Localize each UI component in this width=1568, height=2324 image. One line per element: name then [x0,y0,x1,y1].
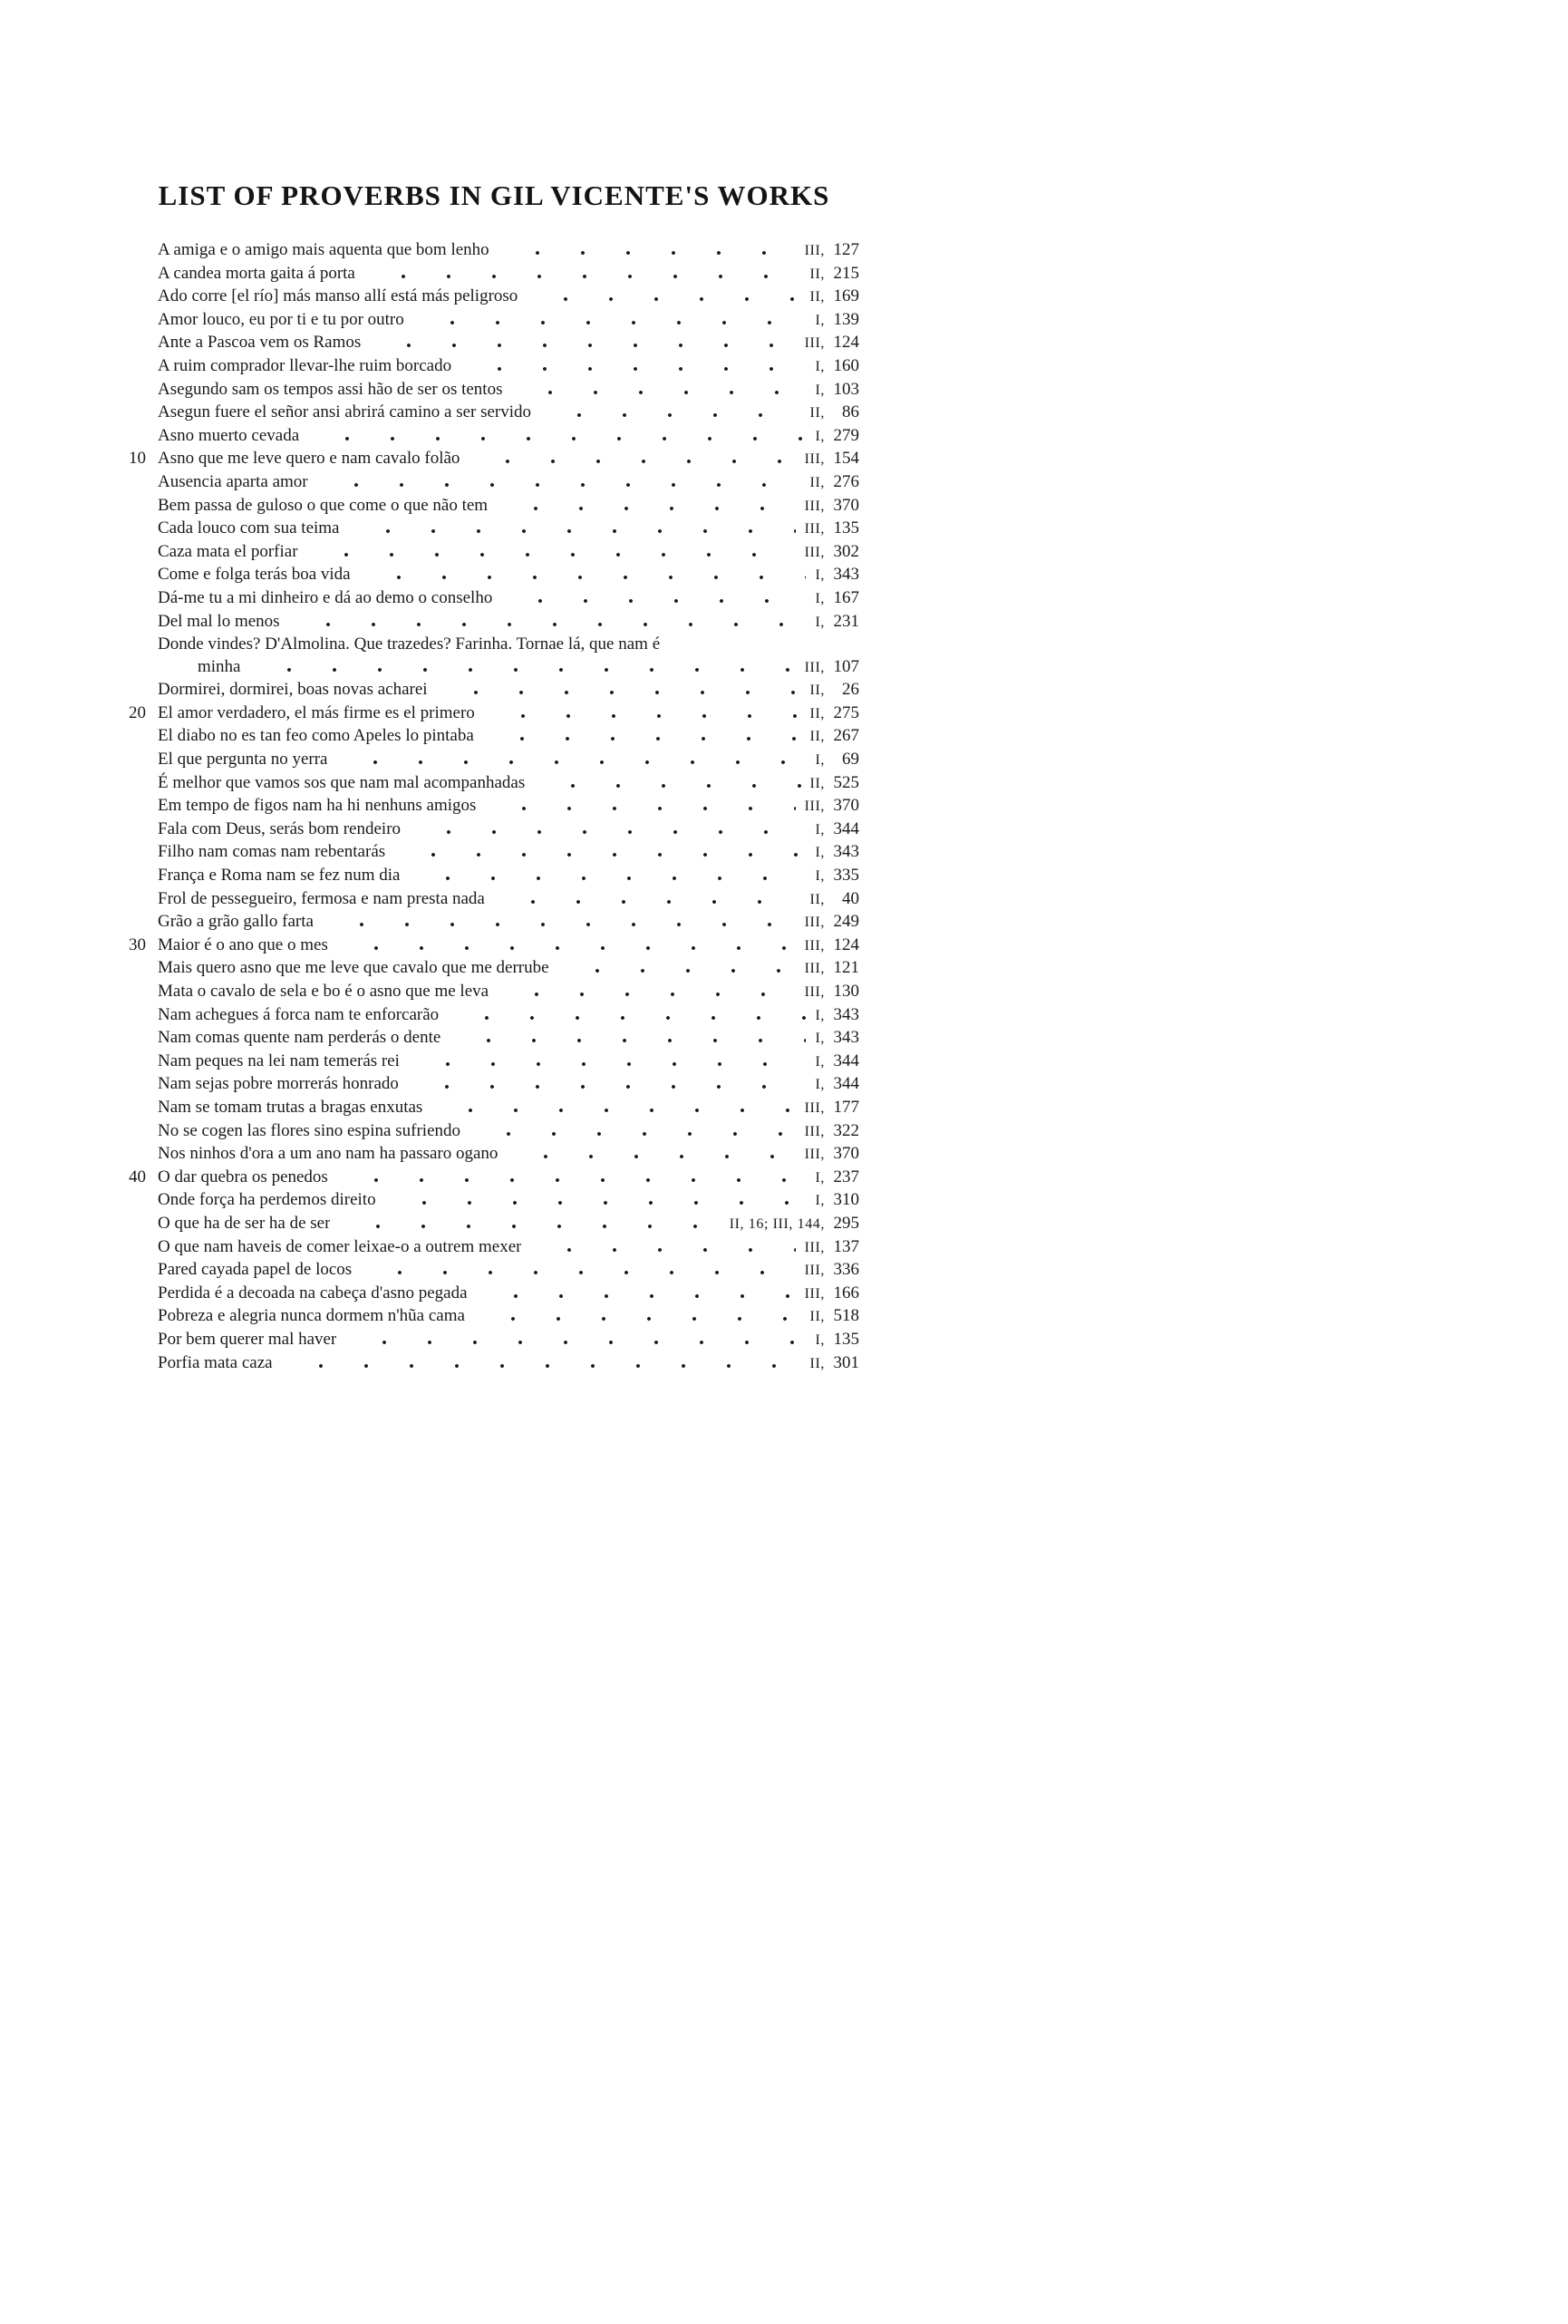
proverb-text: França e Roma nam se fez num dia [158,866,401,886]
proverb-entry [129,865,859,888]
dot-leader [358,576,807,579]
volume-numeral: I, [815,567,825,584]
proverb-entry [129,564,859,587]
volume-page-ref [815,564,859,587]
volume-page-ref [815,865,859,888]
proverb-entry [129,425,859,449]
page-number: 139 [833,309,859,329]
dot-leader [481,737,801,741]
entry-number: 30 [129,934,146,954]
volume-page-ref [815,587,859,611]
volume-numeral: I, [815,358,825,374]
proverb-text: Asegundo sam os tempos assi hão de ser os tentos [158,379,503,399]
dot-leader [435,691,801,694]
page-number: 370 [833,796,859,816]
dot-leader [528,1248,795,1252]
dot-leader [408,830,806,834]
volume-page-ref [815,841,859,865]
volume-numeral: II, [809,705,825,721]
page-number: 267 [833,726,859,746]
proverb-entry [129,309,859,333]
volume-numeral: I, [815,1169,825,1186]
volume-numeral: I, [815,1053,825,1070]
proverb-text: Ante a Pascoa vem os Ramos [158,333,362,353]
volume-page-ref [805,1236,859,1260]
proverb-entry [129,1004,859,1028]
volume-page-ref [805,239,859,263]
volume-numeral: III, [804,498,825,514]
dot-leader [321,923,796,926]
dot-leader [483,807,795,810]
dot-leader [475,1294,796,1298]
proverb-entry [129,1352,859,1376]
volume-numeral: III, [804,915,825,931]
proverb-entry [129,263,859,286]
dot-leader [334,760,806,764]
proverb-text: Asno muerto cevada [158,425,300,445]
volume-numeral: I, [815,845,825,861]
dot-leader [363,275,801,278]
volume-page-ref [810,702,859,726]
dot-leader [383,1201,807,1205]
volume-numeral: II, 16; III, 144, [729,1215,825,1232]
proverb-entry [129,518,859,541]
volume-numeral: III, [804,984,825,1000]
proverb-text: Amor louco, eu por ti e tu por outro [158,309,404,329]
page-number: 343 [833,1004,859,1024]
proverb-text: Frol de pessegueiro, fermosa e nam presta nada [158,888,485,908]
proverb-text: Fala com Deus, serás bom rendeiro [158,818,402,838]
proverb-text: Donde vindes? D'Almolina. Que trazedes? Farinha. Tornae lá, que nam é [158,634,661,654]
volume-page-ref [815,611,859,634]
entry-number: 10 [129,449,146,469]
proverb-text: Maior é o ano que o mes [158,934,328,954]
volume-numeral: I, [815,590,825,606]
volume-numeral: I, [815,821,825,838]
volume-numeral: III, [804,659,825,675]
volume-page-ref [815,355,859,379]
dot-leader [280,1364,801,1368]
proverb-entry [129,1283,859,1306]
dot-leader [509,391,806,394]
proverb-text: O dar quebra os penedos [158,1167,328,1186]
entry-number: 40 [129,1167,146,1186]
dot-leader [337,1225,720,1228]
volume-numeral: I, [815,1077,825,1093]
volume-page-ref [815,1004,859,1028]
page-title: LIST OF PROVERBS IN GIL VICENTE'S WORKS [158,179,830,211]
volume-numeral: II, [809,775,825,791]
page-number: 121 [833,958,859,978]
volume-page-ref [805,981,859,1004]
page-number: 518 [833,1306,859,1326]
volume-page-ref [815,1073,859,1097]
volume-numeral: III, [804,335,825,352]
proverb-entry [129,1189,859,1213]
volume-numeral: II, [809,729,825,745]
volume-numeral: I, [815,614,825,630]
proverb-text: El diabo no es tan feo como Apeles lo pintaba [158,726,474,746]
volume-numeral: III, [804,451,825,468]
dot-leader [407,876,806,880]
page-number: 343 [833,842,859,862]
volume-page-ref [730,1213,859,1236]
proverb-text: A candea morta gaita á porta [158,263,355,283]
proverb-entry [129,1051,859,1074]
page-number: 310 [833,1190,859,1210]
volume-numeral: III, [804,1239,825,1255]
volume-page-ref [805,332,859,355]
proverb-entry [129,725,859,749]
dot-leader [306,437,806,441]
proverb-entry [129,541,859,565]
proverb-entry [129,634,859,656]
volume-page-ref [815,425,859,449]
volume-numeral: III, [804,521,825,537]
page-number: 166 [833,1283,859,1302]
volume-page-ref [810,286,859,309]
dot-leader [525,297,800,301]
proverb-text: No se cogen las flores sino espina sufriendo [158,1120,461,1140]
page-number: 130 [833,982,859,1001]
proverb-entry [129,656,859,680]
page-number: 127 [833,240,859,259]
page-number: 169 [833,286,859,306]
dot-leader [482,714,801,718]
proverb-text: Mais quero asno que me leve que cavalo que me derrube [158,958,549,978]
proverb-text: Del mal lo menos [158,611,280,631]
page-number: 124 [833,934,859,954]
volume-numeral: II, [809,266,825,282]
dot-leader [532,784,800,788]
dot-leader [459,367,806,371]
dot-leader [472,1317,801,1321]
volume-numeral: I, [815,1031,825,1047]
volume-numeral: I, [815,312,825,328]
volume-numeral: II, [809,289,825,305]
proverb-entry [129,702,859,726]
page-number: 237 [833,1167,859,1186]
volume-numeral: III, [804,1099,825,1116]
dot-leader [499,599,806,603]
page-number: 137 [833,1236,859,1256]
proverb-entry [129,1305,859,1329]
page-number: 525 [833,772,859,792]
volume-page-ref [805,934,859,958]
volume-numeral: I, [815,868,825,885]
dot-leader [406,1085,807,1089]
volume-numeral: II, [809,474,825,490]
dot-leader [446,1016,806,1020]
proverb-text: Perdida é a decoada na cabeça d'asno pegada [158,1283,468,1302]
volume-numeral: II, [809,1309,825,1325]
dot-leader [557,969,796,973]
dot-leader [248,668,796,672]
volume-numeral: I, [815,428,825,444]
page-number: 69 [842,750,859,770]
dot-leader [492,900,801,904]
entry-number: 20 [129,702,146,722]
volume-page-ref [810,1352,859,1376]
dot-leader [430,1109,795,1112]
volume-page-ref [805,1120,859,1144]
dot-leader [347,529,796,533]
dot-leader [505,1155,795,1158]
proverb-entry [129,448,859,471]
dot-leader [315,483,801,487]
volume-page-ref [815,818,859,842]
page-number: 276 [833,471,859,491]
page-number: 343 [833,565,859,585]
page-number: 135 [833,1329,859,1349]
proverb-entry [129,772,859,796]
proverb-entry [129,841,859,865]
page-number: 295 [833,1213,859,1233]
proverb-entry [129,1236,859,1260]
dot-leader [496,993,796,996]
volume-page-ref [805,518,859,541]
proverb-text: Dormirei, dormirei, boas novas acharei [158,680,428,700]
proverb-entry [129,402,859,425]
proverb-entry [129,818,859,842]
page-number: 86 [842,402,859,422]
volume-numeral: III, [804,1123,825,1139]
proverb-entry [129,1213,859,1236]
proverb-entry [129,679,859,702]
page-number: 344 [833,1051,859,1070]
proverb-list [129,239,859,1375]
page-number: 275 [833,702,859,722]
proverb-entry [129,471,859,495]
volume-numeral: III, [804,1285,825,1302]
volume-numeral: II, [809,891,825,907]
page-number: 370 [833,495,859,515]
dot-leader [344,1341,806,1344]
proverb-entry [129,495,859,518]
volume-numeral: III, [804,544,825,560]
volume-page-ref [805,1259,859,1283]
volume-numeral: I, [815,1007,825,1023]
volume-numeral: III, [804,243,825,258]
volume-page-ref [805,495,859,518]
proverb-text: O que nam haveis de comer leixae-o a outrem mexer [158,1236,522,1256]
page-number: 40 [842,888,859,908]
page-number: 124 [833,333,859,353]
page-number: 231 [833,611,859,631]
page-number: 336 [833,1260,859,1280]
volume-page-ref [810,1305,859,1329]
proverb-entry [129,749,859,772]
dot-leader [407,1062,807,1066]
proverb-entry [129,1259,859,1283]
page-number: 370 [833,1144,859,1164]
page-number: 343 [833,1028,859,1048]
page-number: 107 [833,656,859,676]
proverb-text: Nam sejas pobre morrerás honrado [158,1074,399,1094]
proverb-entry [129,888,859,912]
dot-leader [335,1178,807,1182]
page-number: 26 [842,680,859,700]
proverb-text: minha [198,656,241,676]
volume-page-ref [815,1189,859,1213]
proverb-entry [129,239,859,263]
dot-leader [467,460,795,463]
volume-page-ref [805,1143,859,1167]
page-content [129,179,859,1375]
volume-page-ref [815,309,859,333]
volume-page-ref [805,957,859,981]
proverb-entry [129,355,859,379]
proverb-text: Asegun fuere el señor ansi abrirá camino a ser servido [158,402,532,422]
volume-page-ref [810,679,859,702]
proverb-entry [129,286,859,309]
volume-page-ref [815,1027,859,1051]
volume-numeral: I, [815,1331,825,1348]
volume-page-ref [815,749,859,772]
page-number: 302 [833,541,859,561]
volume-numeral: II, [809,405,825,421]
volume-numeral: III, [804,1147,825,1163]
proverb-text: Come e folga terás boa vida [158,565,351,585]
dot-leader [497,251,796,255]
volume-numeral: III, [804,937,825,954]
proverb-entry [129,1073,859,1097]
proverb-text: Pared cayada papel de locos [158,1260,353,1280]
proverb-text: Ado corre [el río] más manso allí está más peligroso [158,286,518,306]
page-number: 301 [833,1352,859,1372]
volume-numeral: I, [815,1193,825,1209]
volume-page-ref [810,263,859,286]
dot-leader [335,946,796,950]
proverb-text: Nam se tomam trutas a bragas enxutas [158,1097,423,1117]
page-number: 335 [833,866,859,886]
volume-page-ref [805,795,859,818]
proverb-text: Cada louco com sua teima [158,518,340,538]
proverb-text: Nam peques na lei nam temerás rei [158,1051,400,1070]
volume-page-ref [805,1097,859,1120]
proverb-entry [129,981,859,1004]
proverb-text: Por bem querer mal haver [158,1329,337,1349]
page-number: 279 [833,425,859,445]
dot-leader [305,553,796,557]
proverb-text: Filho nam comas nam rebentarás [158,842,386,862]
proverb-text: Pobreza e alegria nunca dormem n'hũa cama [158,1306,465,1326]
proverb-entry [129,1120,859,1144]
page-number: 344 [833,818,859,838]
page-number: 215 [833,263,859,283]
dot-leader [495,507,796,510]
proverb-text: Mata o cavalo de sela e bo é o asno que me leva [158,982,489,1001]
volume-numeral: III, [804,961,825,977]
proverb-text: El amor verdadero, el más firme es el primero [158,702,475,722]
proverb-entry [129,795,859,818]
proverb-text: Nam achegues á forca nam te enforcarão [158,1004,440,1024]
proverb-entry [129,934,859,958]
volume-page-ref [805,1283,859,1306]
proverb-text: A amiga e o amigo mais aquenta que bom lenho [158,240,489,259]
proverb-entry [129,587,859,611]
proverb-entry [129,1143,859,1167]
proverb-text: Onde força ha perdemos direito [158,1190,376,1210]
page-number: 249 [833,912,859,932]
proverb-entry [129,332,859,355]
proverb-text: A ruim comprador llevar-lhe ruim borcado [158,355,452,375]
volume-numeral: II, [809,1355,825,1371]
dot-leader [468,1132,796,1136]
volume-numeral: I, [815,382,825,398]
proverb-entry [129,1329,859,1352]
proverb-entry [129,1027,859,1051]
proverb-entry [129,1097,859,1120]
page-number: 154 [833,449,859,469]
dot-leader [392,853,806,857]
proverb-text: O que ha de ser ha de ser [158,1213,331,1233]
proverb-text: Caza mata el porfiar [158,541,298,561]
dot-leader [287,623,807,626]
volume-page-ref [815,379,859,402]
proverb-entry [129,379,859,402]
page-number: 160 [833,355,859,375]
proverb-entry [129,957,859,981]
proverb-text: Nos ninhos d'ora a um ano nam ha passaro ogano [158,1144,498,1164]
volume-page-ref [810,888,859,912]
volume-numeral: II, [809,683,825,699]
dot-leader [448,1039,806,1042]
proverb-text: Asno que me leve quero e nam cavalo folão [158,449,460,469]
volume-numeral: III, [804,1263,825,1279]
proverb-entry [129,1167,859,1190]
volume-page-ref [815,1051,859,1074]
page-number: 322 [833,1120,859,1140]
proverb-text: Porfia mata caza [158,1352,273,1372]
proverb-entry [129,611,859,634]
proverb-text: Em tempo de figos nam ha hi nenhuns amigos [158,796,477,816]
proverb-text: É melhor que vamos sos que nam mal acompanhadas [158,772,526,792]
page-number: 344 [833,1074,859,1094]
dot-leader [538,413,800,417]
proverb-entry [129,911,859,934]
dot-leader [359,1271,795,1274]
page-number: 167 [833,587,859,607]
page-number: 177 [833,1097,859,1117]
volume-page-ref [805,656,859,680]
volume-page-ref [805,541,859,565]
page-number: 135 [833,518,859,538]
volume-page-ref [805,911,859,934]
volume-page-ref [810,402,859,425]
proverb-text: El que pergunta no yerra [158,750,328,770]
volume-page-ref [805,448,859,471]
dot-leader [411,321,807,324]
proverb-text: Grão a grão gallo farta [158,912,314,932]
volume-page-ref [810,725,859,749]
dot-leader [368,344,795,347]
volume-page-ref [815,1329,859,1352]
proverb-text: Dá-me tu a mi dinheiro e dá ao demo o conselho [158,587,493,607]
page-number: 103 [833,379,859,399]
volume-page-ref [810,772,859,796]
volume-page-ref [810,471,859,495]
volume-page-ref [815,1167,859,1190]
volume-numeral: III, [804,799,825,815]
proverb-text: Nam comas quente nam perderás o dente [158,1028,441,1048]
proverb-text: Bem passa de guloso o que come o que não tem [158,495,489,515]
proverb-text: Ausencia aparta amor [158,471,308,491]
volume-numeral: I, [815,752,825,769]
